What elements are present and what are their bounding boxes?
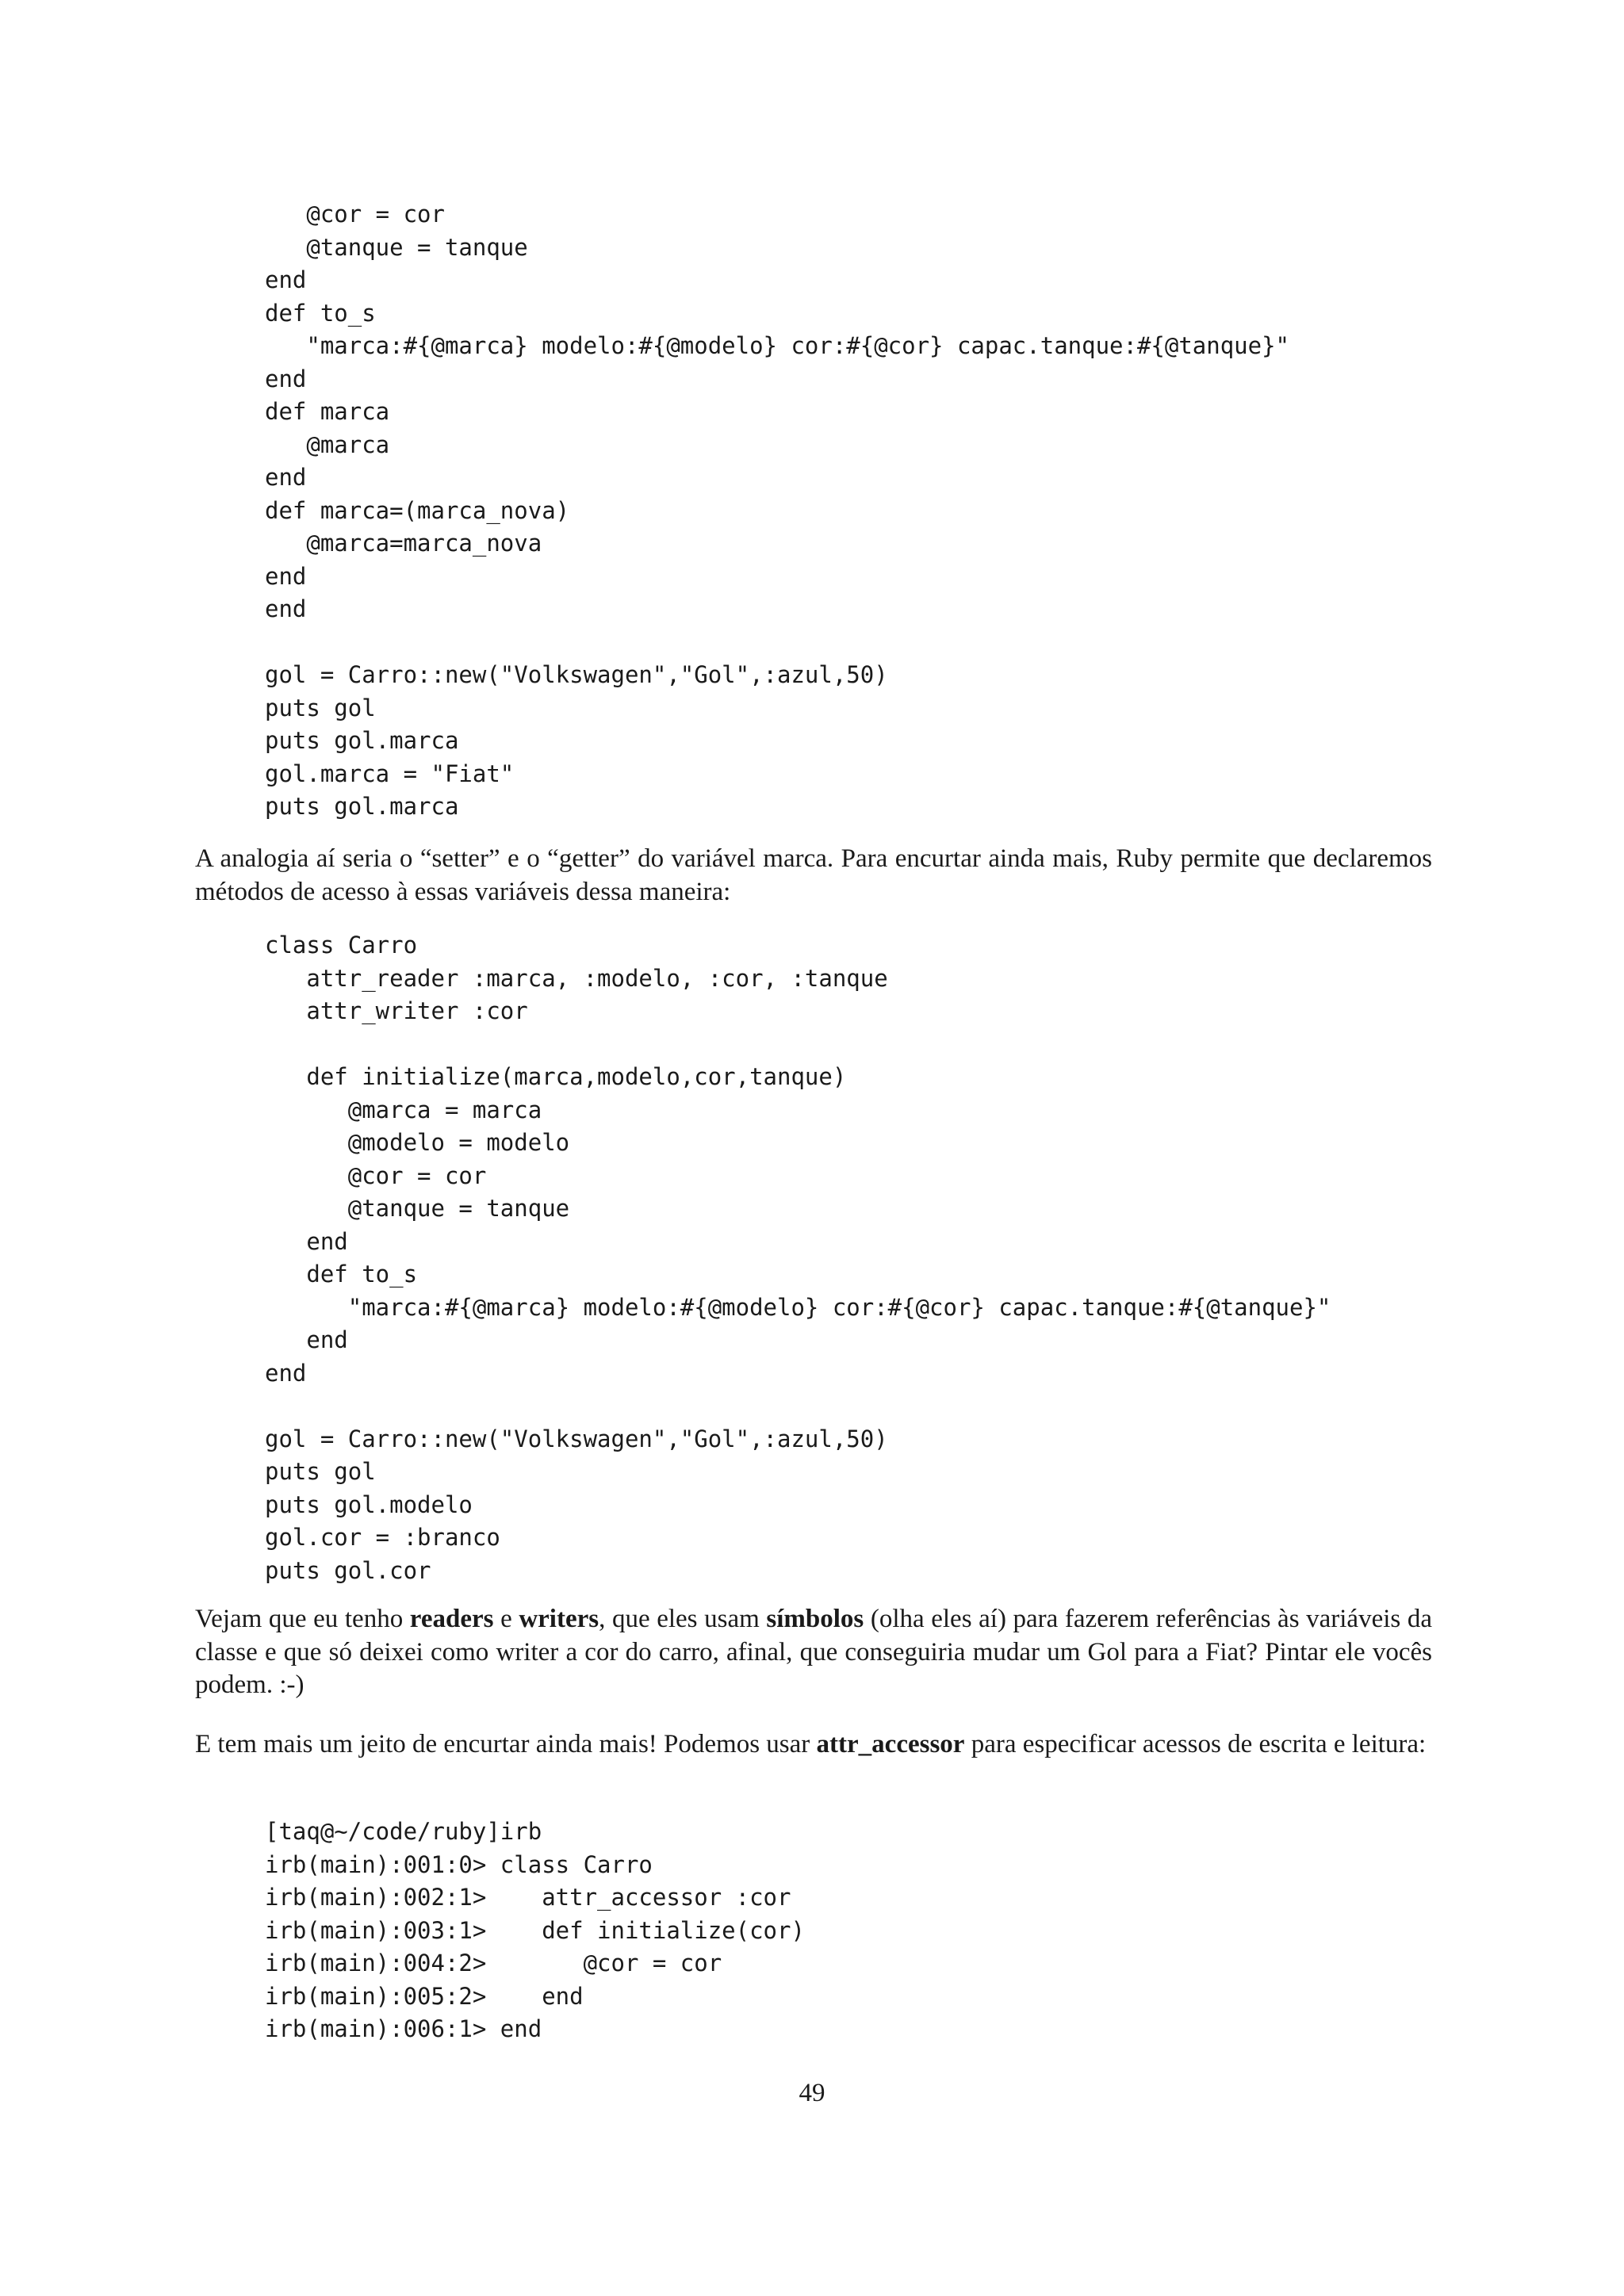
code-line: gol = Carro::new("Volkswagen","Gol",:azul,50): [265, 661, 888, 688]
code-block-attr-reader: [265, 929, 1331, 1587]
code-line: gol = Carro::new("Volkswagen","Gol",:azul,50): [265, 1425, 888, 1452]
code-line: end: [265, 562, 307, 590]
code-line: gol.marca = "Fiat": [265, 760, 515, 787]
code-line: @cor = cor: [265, 1161, 487, 1189]
code-line: "marca:#{@marca} modelo:#{@modelo} cor:#{@cor} capac.tanque:#{@tanque}": [265, 332, 1290, 359]
code-line: irb(main):005:2> end: [265, 1982, 584, 2010]
code-line: attr_reader :marca, :modelo, :cor, :tanque: [265, 964, 888, 992]
bold-attr-accessor: attr_accessor: [816, 1730, 965, 1758]
code-line: def marca=(marca_nova): [265, 496, 570, 524]
code-line: irb(main):001:0> class Carro: [265, 1850, 653, 1878]
code-line: end: [265, 365, 307, 392]
code-line: def to_s: [265, 299, 376, 327]
code-line: puts gol.modelo: [265, 1490, 473, 1518]
code-line: @tanque = tanque: [265, 233, 528, 261]
paragraph-analogy: A analogia aí seria o “setter” e o “getter” do variável marca. Para encurtar ainda mais, Ruby permite que declaremos métodos de acesso à essas variáveis dessa maneira:: [195, 844, 1432, 906]
code-line: @marca = marca: [265, 1096, 542, 1123]
code-block-irb-session: [265, 1816, 805, 2046]
code-line: puts gol: [265, 1458, 376, 1485]
code-line: puts gol.cor: [265, 1556, 431, 1584]
code-line: end: [265, 1359, 307, 1387]
bold-readers: readers: [409, 1605, 494, 1633]
bold-simbolos: símbolos: [766, 1605, 864, 1633]
code-line: [taq@~/code/ruby]irb: [265, 1818, 542, 1845]
code-line: irb(main):004:2> @cor = cor: [265, 1950, 722, 1976]
code-block-class-body: [265, 198, 1289, 593]
code-line: @cor = cor: [265, 201, 445, 228]
code-line: irb(main):002:1> attr_accessor :cor: [265, 1884, 791, 1911]
page-number: 49: [799, 2079, 825, 2107]
code-line: @marca=marca_nova: [265, 530, 542, 557]
code-line: def initialize(marca,modelo,cor,tanque): [265, 1063, 847, 1090]
code-line: end: [265, 1227, 348, 1255]
bold-writers: writers: [519, 1605, 599, 1633]
code-line: gol.cor = :branco: [265, 1524, 500, 1551]
code-line: def to_s: [265, 1261, 418, 1288]
code-line: end: [265, 1326, 348, 1353]
code-block-class-end: [265, 593, 306, 626]
code-line: end: [265, 266, 307, 293]
code-line: puts gol: [265, 694, 376, 721]
code-line: irb(main):003:1> def initialize(cor): [265, 1916, 805, 1944]
code-line: puts gol.marca: [265, 727, 459, 754]
code-line: @tanque = tanque: [265, 1195, 570, 1222]
code-line: @modelo = modelo: [265, 1129, 570, 1156]
code-line: class Carro: [265, 932, 418, 959]
code-line: @marca: [265, 430, 390, 458]
code-line: def marca: [265, 398, 390, 425]
code-block-usage: [265, 659, 888, 824]
paragraph-attr-accessor: E tem mais um jeito de encurtar ainda mais! Podemos usar attr_accessor para especificar acessos de escrita e leitura:: [195, 1730, 1427, 1758]
paragraph-readers-writers: Vejam que eu tenho readers e writers, que eles usam símbolos (olha eles aí) para fazerem referências às variáveis da classe e que só deixei como writer a cor do carro, afinal, que conseguiria mudar um Gol para a Fiat? Pintar ele vocês podem. :-): [195, 1605, 1432, 1699]
code-line: irb(main):006:1> end: [265, 2015, 542, 2042]
code-line: end: [265, 595, 307, 622]
code-line: attr_writer :cor: [265, 997, 528, 1024]
code-line: end: [265, 464, 307, 491]
code-line: puts gol.marca: [265, 793, 459, 820]
code-line: "marca:#{@marca} modelo:#{@modelo} cor:#{@cor} capac.tanque:#{@tanque}": [265, 1293, 1331, 1321]
